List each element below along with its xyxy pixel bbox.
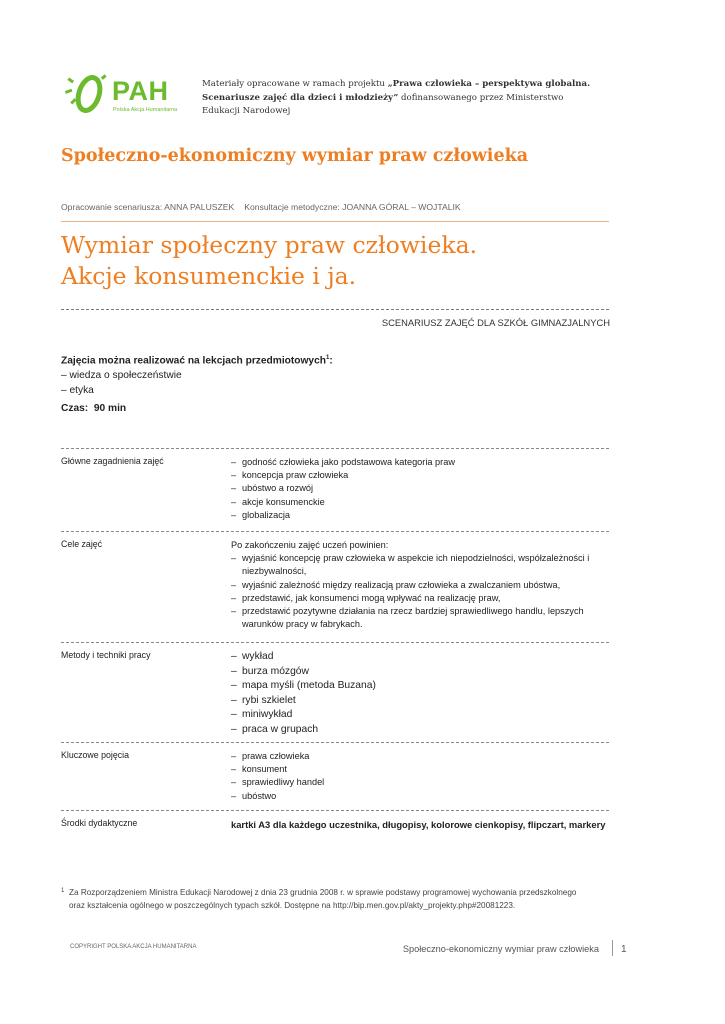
page-number: 1 [621,944,627,955]
list-item: – mapa myśli (metoda Buzana) [231,679,609,694]
logo-wordmark: PAH [112,76,169,106]
table-row [61,642,609,742]
footer-title: Społeczno-ekonomiczny wymiar praw człowieka [402,944,599,954]
dashed-divider [61,309,609,310]
lesson-table [61,448,609,841]
orange-divider [61,221,609,222]
note-prefix: Materiały opracowane w ramach projektu [202,79,388,89]
main-title-line-1: Wymiar społeczny praw człowieka. [61,231,478,259]
list-item: – wyjaśnić zależność między realizacją praw człowieka a zwalczaniem ubóstwa, [231,579,609,592]
note-bold-1: „Prawa człowieka – perspektywa globalna. [387,79,591,89]
row-content [231,532,609,631]
authors-line [61,202,461,212]
pah-logo [62,70,182,120]
note-bold-2: Scenariusze zajęć dla dzieci i młodzieży” [202,92,399,103]
subjects-list [61,368,333,398]
list-item: – ubóstwo a rozwój [231,482,609,495]
list-item: – etyka [61,385,94,397]
row-label: Środki dydaktyczne [61,818,138,828]
table-row [61,742,609,810]
list-item: – miniwykład [231,708,609,723]
duration-value: 90 min [93,403,127,414]
project-note [202,78,622,119]
row-label: Metody i techniki pracy [61,650,151,660]
duration [61,403,126,414]
subjects-lead-colon: : [329,355,333,367]
row-content [231,811,609,831]
pah-logo-icon [62,70,112,120]
subjects-block [61,351,333,398]
list-item: – wykład [231,650,609,665]
list-item: – globalizacja [231,509,609,522]
list-item: – praca w grupach [231,723,609,738]
row-label: Główne zagadnienia zajęć [61,456,164,466]
consultation-author: Konsultacje metodyczne: JOANNA GÓRAL – WOJTALIK [244,202,461,212]
footnote-line-1: Za Rozporządzeniem Ministra Edukacji Narodowej z dnia 23 grudnia 2008 r. w sprawie podstawy programowej wychowania przedszkolnego [69,888,577,897]
list-item: – wiedza o społeczeństwie [61,370,182,382]
footer-separator [612,940,613,956]
table-row [61,531,609,642]
list-item: – akcje konsumenckie [231,496,609,509]
list-item: – godność człowieka jako podstawowa kategoria praw [231,456,609,469]
list-item: – koncepcja praw człowieka [231,469,609,482]
row-content [231,449,609,522]
row-label: Kluczowe pojęcia [61,750,129,760]
row-label: Cele zajęć [61,539,103,549]
list-item: – prawa człowieka [231,750,609,763]
duration-label: Czas: [61,403,89,414]
row-content [231,643,609,738]
list-item: – przedstawić pozytywne działania na rzecz bardziej sprawiedliwego handlu, lepszych warunków pracy w fabrykach. [231,605,609,631]
main-title [61,230,621,292]
table-row [61,810,609,841]
scenario-type: SCENARIUSZ ZAJĘĆ DLA SZKÓŁ GIMNAZJALNYCH [381,317,610,328]
note-rest: dofinansowanego przez Ministerstwo [398,92,564,103]
logo-subtitle: Polska Akcja Humanitarna [113,107,178,113]
list-item: – konsument [231,763,609,776]
row-content [231,743,609,803]
scenario-author: Opracowanie scenariusza: ANNA PALUSZEK [61,202,235,212]
table-row [61,448,609,531]
note-line-3: Edukacji Narodowej [202,106,291,116]
main-title-line-2: Akcje konsumenckie i ja. [61,262,357,290]
list-item: – ubóstwo [231,790,609,803]
row-text: kartki A3 dla każdego uczestnika, długopisy, kolorowe cienkopisy, flipczart, markery [231,819,606,830]
copyright: COPYRIGHT POLSKA AKCJA HUMANITARNA [70,944,197,950]
subjects-lead-text: Zajęcia można realizować na lekcjach przedmiotowych [61,355,326,367]
list-item: – burza mózgów [231,665,609,680]
footnote-number: 1 [61,888,65,894]
footnote-ref: 1 [325,355,330,361]
footnote-line-2: oraz kształcenia ogólnego w poszczególnych typach szkół. Dostępne na http://bip.men.gov.pl/akty_projekty.php#20081223. [69,900,516,910]
list-item: – wyjaśnić koncepcję praw człowieka w aspekcie ich niepodzielności, współzależności i niezbywalności, [231,552,609,578]
row-intro: Po zakończeniu zajęć uczeń powinien: [231,540,389,550]
footnote [61,887,621,912]
subjects-lead [61,351,333,368]
list-item: – sprawiedliwy handel [231,776,609,789]
section-title: Społeczno-ekonomiczny wymiar praw człowieka [61,146,529,166]
list-item: – rybi szkielet [231,694,609,709]
list-item: – przedstawić, jak konsumenci mogą wpływać na realizację praw, [231,592,609,605]
